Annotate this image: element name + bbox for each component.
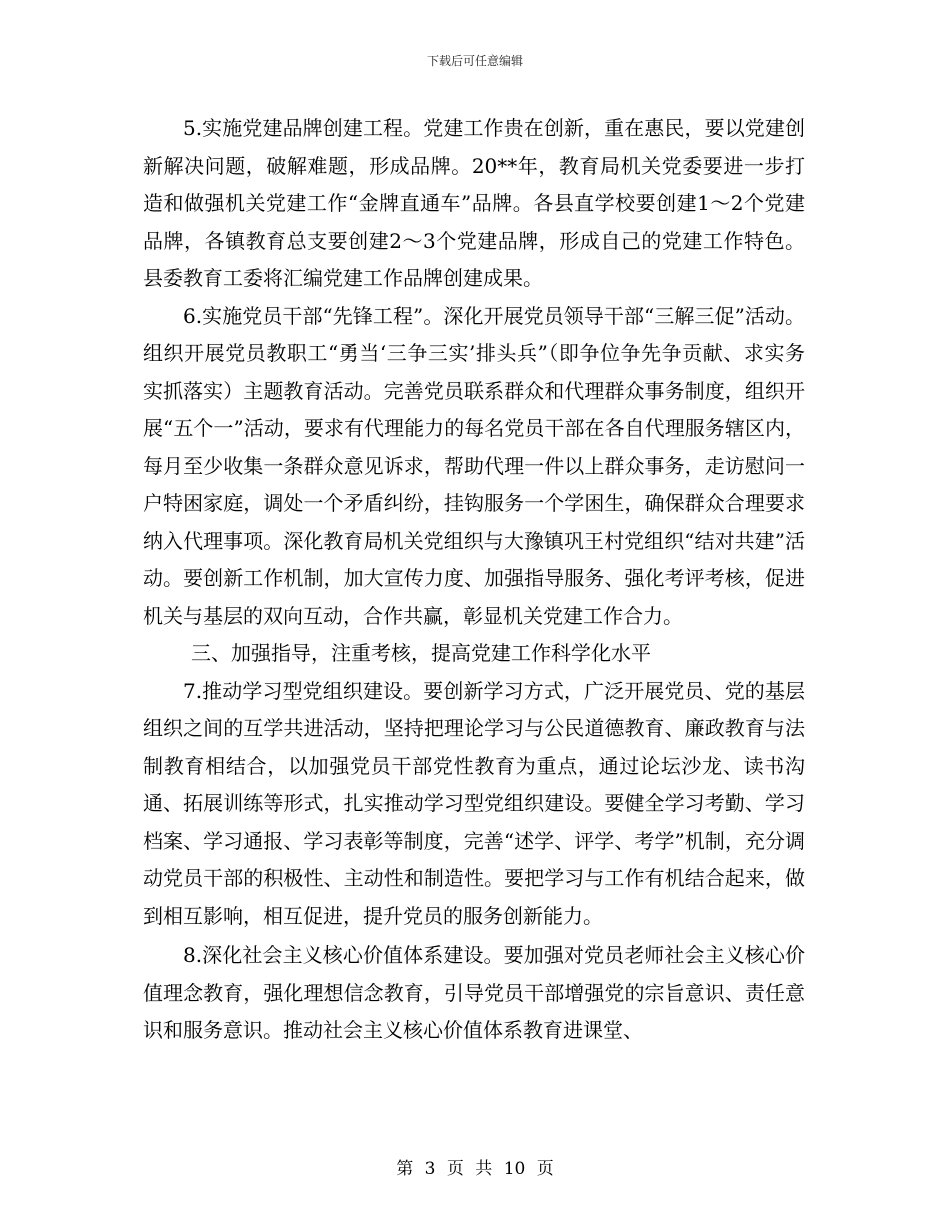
- page-number-footer: 第 3 页 共 10 页: [396, 1159, 554, 1179]
- paragraph-7-learning-organization: 7.推动学习型党组织建设。要创新学习方式，广泛开展党员、党的基层组织之间的互学共进活动，坚持把理论学习与公民道德教育、廉政教育与法制教育相结合，以加强党员干部党性教育为重点，通过论坛沙龙、读书沟通、拓展训练等形式，扎实推动学习型党组织建设。要健全学习考勤、学习档案、学习通报、学习表彰等制度，完善“述学、评学、考学”机制，充分调动党员干部的积极性、主动性和制造性。要把学习与工作有机结合起来，做到相互影响，相互促进，提升党员的服务创新能力。: [143, 678, 805, 928]
- page-header-note: 下载后可任意编辑: [426, 54, 523, 68]
- section-heading-three: 三、加强指导，注重考核，提高党建工作科学化水平: [191, 641, 651, 665]
- document-body: [143, 110, 805, 1050]
- paragraph-8-core-values: 8.深化社会主义核心价值体系建设。要加强对党员老师社会主义核心价值理念教育，强化理想信念教育，引导党员干部增强党的宗旨意识、责任意识和服务意识。推动社会主义核心价值体系教育进课堂、: [143, 943, 805, 1042]
- paragraph-6-vanguard-project: 6.实施党员干部“先锋工程”。深化开展党员领导干部“三解三促”活动。组织开展党员教职工“勇当‘三争三实’排头兵”（即争位争先争贡献、求实务实抓落实）主题教育活动。完善党员联系群众和代理群众事务制度，组织开展“五个一”活动，要求有代理能力的每名党员干部在各自代理服务辖区内，每月至少收集一条群众意见诉求，帮助代理一件以上群众事务，走访慰问一户特困家庭，调处一个矛盾纠纷，挂钩服务一个学困生，确保群众合理要求纳入代理事项。深化教育局机关党组织与大豫镇巩王村党组织“结对共建”活动。要创新工作机制，加大宣传力度、加强指导服务、强化考评考核，促进机关与基层的双向互动，合作共赢，彰显机关党建工作合力。: [143, 303, 805, 628]
- paragraph-5-brand-project: 5.实施党建品牌创建工程。党建工作贵在创新，重在惠民，要以党建创新解决问题，破解难题，形成品牌。20**年，教育局机关党委要进一步打造和做强机关党建工作“金牌直通车”品牌。各县直学校要创建1～2个党建品牌，各镇教育总支要创建2～3个党建品牌，形成自己的党建工作特色。县委教育工委将汇编党建工作品牌创建成果。: [143, 116, 805, 290]
